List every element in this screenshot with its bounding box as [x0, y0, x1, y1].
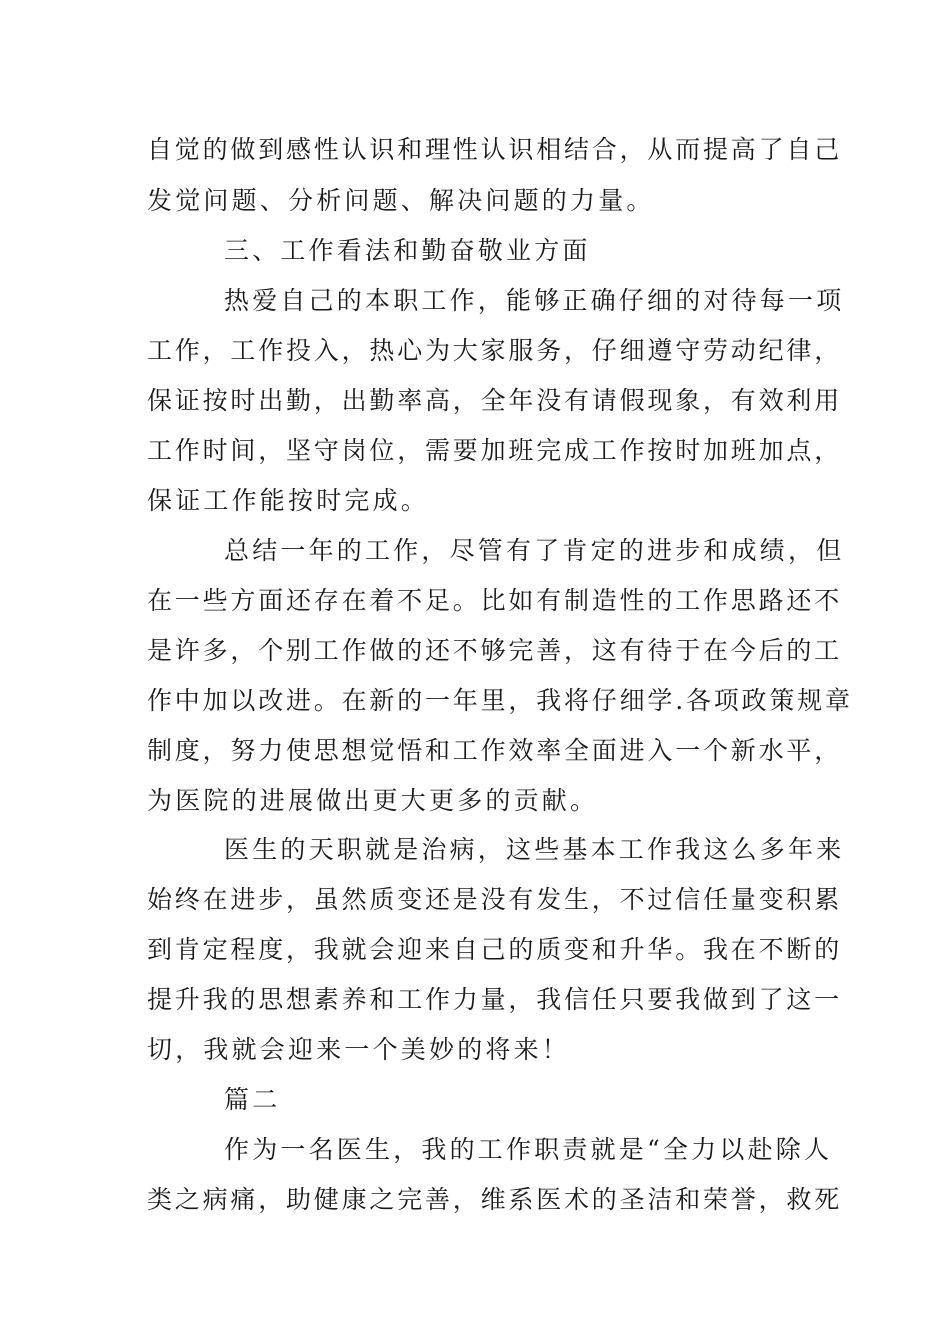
text-line: 作中加以改进。在新的一年里，我将仔细学.各项政策规章	[147, 686, 853, 715]
section-heading: 篇二	[224, 1085, 281, 1114]
text-line: 发觉问题、分析问题、解决问题的力量。	[147, 186, 655, 215]
text-line: 在一些方面还存在着不足。比如有制造性的工作思路还不	[147, 586, 843, 615]
text-line: 制度，努力使思想觉悟和工作效率全面进入一个新水平，	[147, 736, 843, 765]
text-line: 保证按时出勤，出勤率高，全年没有请假现象，有效利用	[147, 386, 843, 415]
text-line: 热爱自己的本职工作，能够正确仔细的对待每一项	[224, 286, 845, 315]
text-line: 是许多，个别工作做的还不够完善，这有待于在今后的工	[147, 636, 843, 665]
text-line: 始终在进步，虽然质变还是没有发生，不过信任量变积累	[147, 885, 843, 914]
text-line: 工作，工作投入，热心为大家服务，仔细遵守劳动纪律，	[147, 336, 843, 365]
text-line: 类之病痛，助健康之完善，维系医术的圣洁和荣誉，救死	[147, 1185, 843, 1214]
text-line: 保证工作能按时完成。	[147, 486, 430, 515]
text-line: 提升我的思想素养和工作力量，我信任只要我做到了这一	[147, 985, 843, 1014]
text-line: 为医院的进展做出更大更多的贡献。	[147, 786, 599, 815]
text-line: 作为一名医生，我的工作职责就是“全力以赴除人	[224, 1135, 833, 1164]
text-line: 工作时间，坚守岗位，需要加班完成工作按时加班加点，	[147, 436, 843, 465]
text-line: 到肯定程度，我就会迎来自己的质变和升华。我在不断的	[147, 935, 843, 964]
text-line: 切，我就会迎来一个美妙的将来！	[147, 1035, 571, 1064]
text-line: 自觉的做到感性认识和理性认识相结合，从而提高了自己	[147, 135, 843, 164]
text-line: 总结一年的工作，尽管有了肯定的进步和成绩，但	[224, 536, 845, 565]
section-heading: 三、工作看法和勤奋敬业方面	[224, 236, 591, 265]
text-line: 医生的天职就是治病，这些基本工作我这么多年来	[224, 835, 845, 864]
